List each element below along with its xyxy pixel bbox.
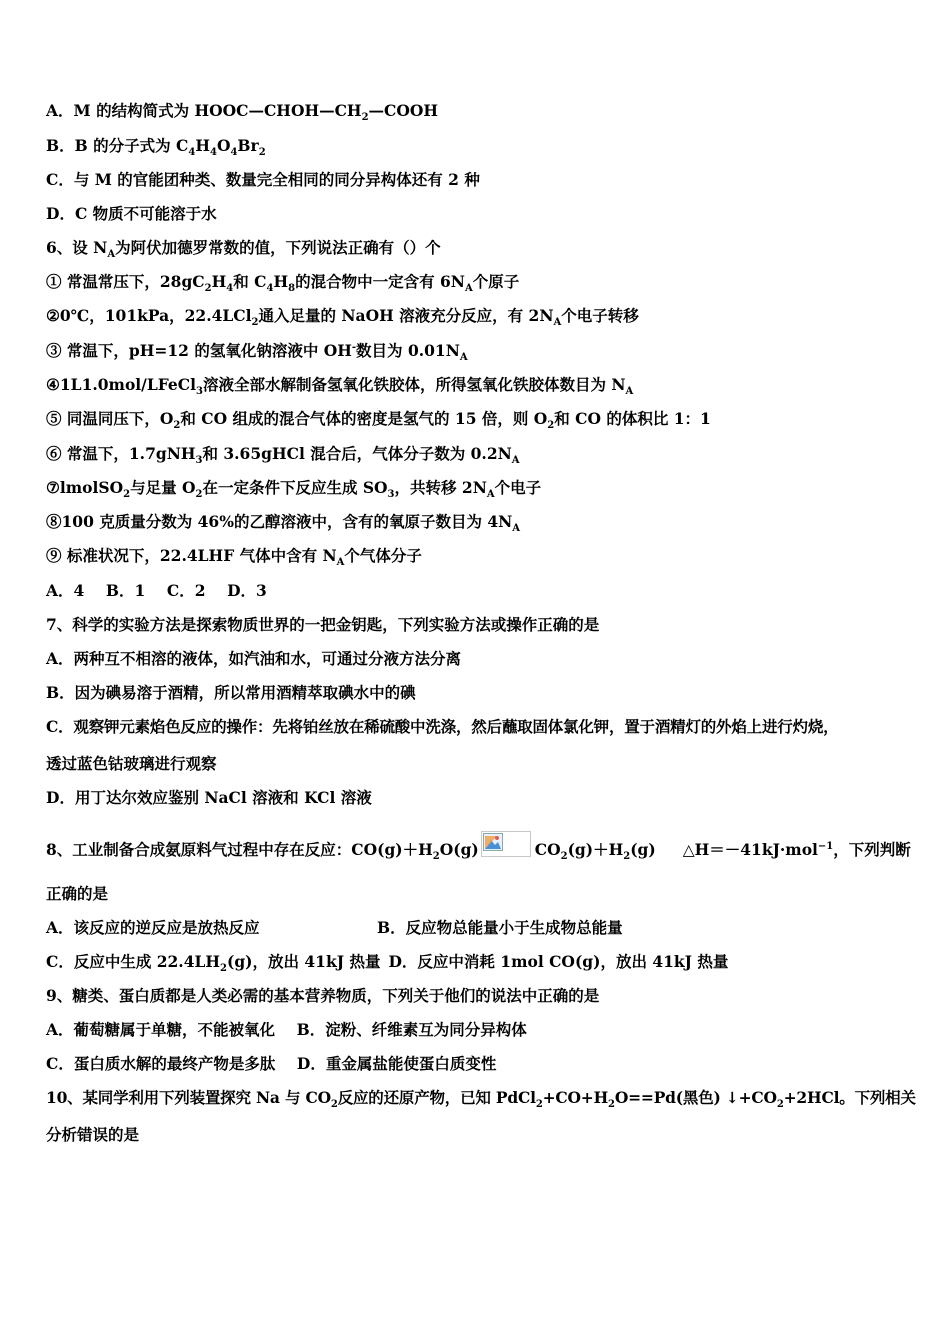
q6-statement-4: ④1L1.0mol/LFeCl$_3$溶液全部水解制备氢氧化铁胶体，所得氢氧化铁胶体数目为 $N_A$ bbox=[46, 375, 634, 398]
q6-statement-3: ③ 常温下，pH=12 的氢氧化钠溶液中 OH-数目为 $0.01N_A$ bbox=[46, 341, 468, 364]
q10-stem: 10、某同学利用下列装置探究 Na 与 $CO_2$反应的还原产物，已知 $PdCl_2+CO+H_2O==Pd$(黑色) $↓+CO_2+2HCl$。下列相关 bbox=[46, 1088, 916, 1111]
q5-option-d: D．C 物质不可能溶于水 bbox=[46, 204, 217, 223]
q8-option-d: D．反应中消耗 1mol CO(g)，放出 41kJ 热量 bbox=[388, 952, 729, 971]
q9-options-cd: C．蛋白质水解的最终产物是多肽 D．重金属盐能使蛋白质变性 bbox=[46, 1054, 497, 1073]
q8-options-ab bbox=[46, 918, 906, 938]
q7-option-d: D．用丁达尔效应鉴别 NaCl 溶液和 KCl 溶液 bbox=[46, 788, 372, 807]
q6-statement-6: ⑥ 常温下，1.7gNH$_3$和 3.65gHCl 混合后，气体分子数为 $0.2N_A$ bbox=[46, 444, 520, 467]
q8-stem-line2: 正确的是 bbox=[46, 884, 109, 903]
q9-options-ab: A．葡萄糖属于单糖，不能被氧化 B．淀粉、纤维素互为同分异构体 bbox=[46, 1020, 527, 1039]
broken-image-icon bbox=[483, 833, 503, 851]
q8-stem: 8、工业制备合成氨原料气过程中存在反应：$CO(g)+H_2O(g)$ $CO_2(g)+H_2(g)$ △H＝－41kJ·mol$^{-1}$，下列判断 bbox=[46, 831, 911, 860]
q6-statement-2: ②0℃，101kPa，22.4LCl$_2$通入足量的 NaOH 溶液充分反应，有 $2N_A$个电子转移 bbox=[46, 306, 639, 329]
q7-stem: 7、科学的实验方法是探索物质世界的一把金钥匙，下列实验方法或操作正确的是 bbox=[46, 615, 600, 634]
q8-option-b: B．反应物总能量小于生成物总能量 bbox=[377, 918, 623, 937]
q6-statement-5: ⑤ 同温同压下，$O_2$和 CO 组成的混合气体的密度是氢气的 15 倍，则 $O_2$和 CO 的体积比 1：1 bbox=[46, 409, 711, 432]
q7-option-c-line1: C．观察钾元素焰色反应的操作：先将铂丝放在稀硫酸中洗涤，然后蘸取固体氯化钾，置于酒精灯的外焰上进行灼烧， bbox=[46, 717, 839, 736]
q6-statement-7: ⑦lmolSO$_2$与足量 $O_2$在一定条件下反应生成 $SO_3$，共转移 $2N_A$个电子 bbox=[46, 478, 542, 501]
q6-statement-9: ⑨ 标准状况下，22.4LHF 气体中含有 $N_A$个气体分子 bbox=[46, 546, 422, 569]
q7-option-a: A．两种互不相溶的液体，如汽油和水，可通过分液方法分离 bbox=[46, 649, 462, 668]
q8-option-a: A．该反应的逆反应是放热反应 bbox=[46, 918, 260, 937]
q6-statement-1: ① 常温常压下，$28gC_2H_4$和 $C_4H_8$的混合物中一定含有 $6N_A$个原子 bbox=[46, 272, 520, 295]
q5-option-c: C．与 M 的官能团种类、数量完全相同的同分异构体还有 2 种 bbox=[46, 170, 480, 189]
equilibrium-arrow-image bbox=[481, 831, 531, 857]
q6-stem: 6、设 $N_A$为阿伏加德罗常数的值，下列说法正确有（）个 bbox=[46, 238, 441, 261]
q5-option-b: B．B 的分子式为 $C_4H_4O_4Br_2$ bbox=[46, 136, 266, 159]
q7-option-b: B．因为碘易溶于酒精，所以常用酒精萃取碘水中的碘 bbox=[46, 683, 416, 702]
q10-stem-line2: 分析错误的是 bbox=[46, 1125, 140, 1144]
q5-option-a: A．M 的结构简式为 $HOOC—CHOH—CH_2—COOH$ bbox=[46, 101, 439, 124]
q8-options-cd bbox=[46, 952, 729, 975]
q6-options: A．4 B．1 C．2 D．3 bbox=[46, 581, 267, 600]
q8-option-c: C．反应中生成 $22.4LH_2(g)$，放出 41kJ 热量 bbox=[46, 952, 381, 975]
q9-stem: 9、糖类、蛋白质都是人类必需的基本营养物质，下列关于他们的说法中正确的是 bbox=[46, 986, 600, 1005]
q7-option-c-line2: 透过蓝色钴玻璃进行观察 bbox=[46, 754, 217, 773]
q6-statement-8: ⑧100 克质量分数为 46%的乙醇溶液中，含有的氧原子数目为 $4N_A$ bbox=[46, 512, 521, 535]
